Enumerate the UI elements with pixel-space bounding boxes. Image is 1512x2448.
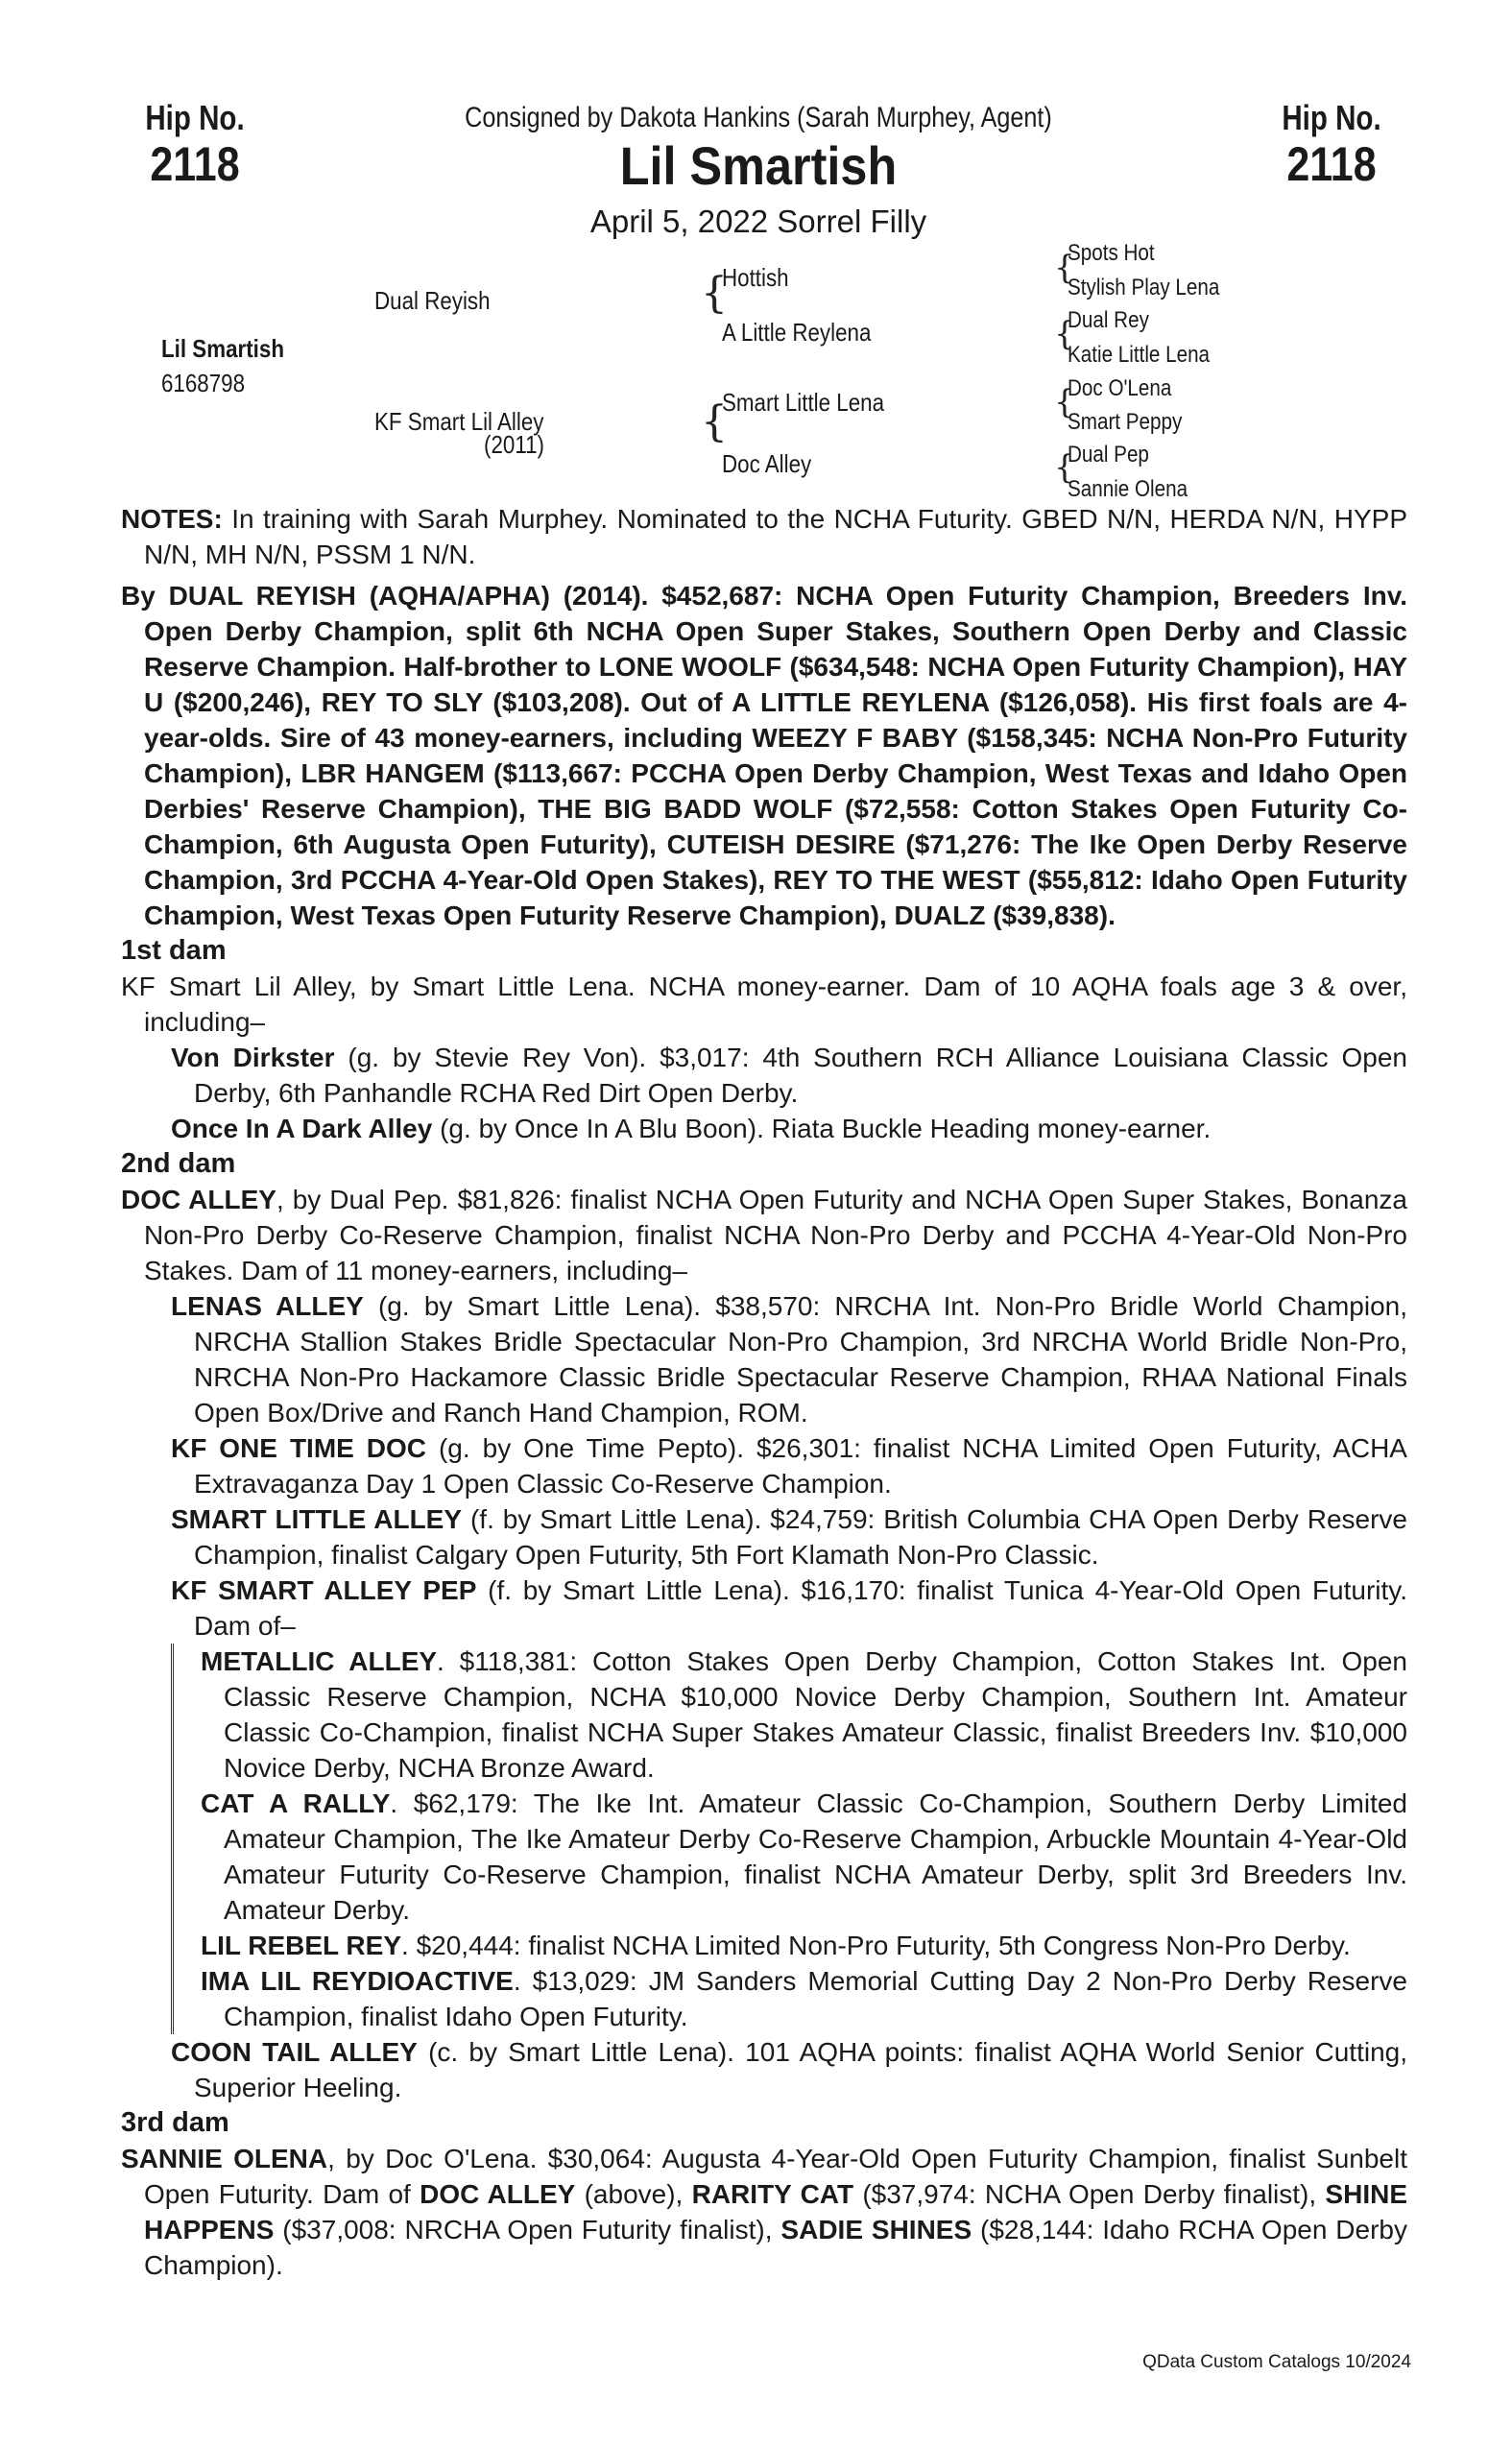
notes-paragraph	[121, 501, 1407, 572]
hip-label: Hip No.	[1282, 98, 1381, 137]
grand-produce-entry	[201, 1786, 1407, 1928]
catalog-body	[121, 501, 1407, 2283]
pedigree-ggp-3: Dual Rey	[1068, 307, 1149, 333]
notes-label: NOTES:	[121, 504, 223, 534]
produce-name: Von Dirkster	[171, 1043, 335, 1072]
first-dam-heading: 1st dam	[121, 935, 227, 966]
hip-number: 2118	[1286, 137, 1377, 191]
produce-entry	[171, 1111, 1407, 1146]
grand-produce-block	[171, 1644, 1407, 2034]
pedigree-subject-name: Lil Smartish	[161, 334, 284, 363]
pedigree-brace: {	[1054, 383, 1075, 421]
pedigree-dam-dam: Doc Alley	[722, 449, 812, 478]
grand-produce-name: LIL REBEL REY	[201, 1931, 402, 1960]
produce-name: KF SMART ALLEY PEP	[171, 1575, 477, 1605]
pedigree-dam-sire: Smart Little Lena	[722, 388, 885, 417]
second-dam-name: DOC ALLEY	[121, 1185, 276, 1214]
produce-text: ($37,008: NRCHA Open Futurity finalist),	[274, 2215, 781, 2244]
produce-text: (c. by Smart Little Lena). 101 AQHA points: finalist AQHA World Senior Cutting, Superior Heeling.	[194, 2037, 1407, 2102]
grand-produce-text: . $20,444: finalist NCHA Limited Non-Pro Futurity, 5th Congress Non-Pro Derby.	[401, 1931, 1351, 1960]
grand-produce-name: CAT A RALLY	[201, 1788, 391, 1818]
second-dam-record: , by Dual Pep. $81,826: finalist NCHA Open Futurity and NCHA Open Super Stakes, Bonanza Non-Pro Derby Co-Reserve Champion, finalist NCHA Non-Pro Derby and PCCHA 4-Year-Old Non-Pro Stakes. Dam of 11 money-earners, including–	[144, 1185, 1407, 1285]
grand-produce-name: METALLIC ALLEY	[201, 1646, 438, 1676]
produce-entry	[171, 2034, 1407, 2105]
third-dam-text	[121, 2141, 1407, 2283]
sire-paragraph: By DUAL REYISH (AQHA/APHA) (2014). $452,687: NCHA Open Futurity Champion, Breeders Inv. Open Derby Champion, split 6th NCHA Open Super Stakes, Southern Open Derby and Classic Reserve Champion. Half-brother to LONE WOOLF ($634,548: NCHA Open Futurity Champion), HAY U ($200,246), REY TO SLY ($103,208). Out of A LITTLE REYLENA ($126,058). His first foals are 4-year-olds. Sire of 43 money-earners, including WEEZY F BABY ($158,345: NCHA Non-Pro Futurity Champion), LBR HANGEM ($113,667: PCCHA Open Derby Champion, West Texas and Idaho Open Derbies' Reserve Champion), THE BIG BADD WOLF ($72,558: Cotton Stakes Open Futurity Co-Champion, 6th Augusta Open Futurity), CUTEISH DESIRE ($71,276: The Ike Open Derby Reserve Champion, 3rd PCCHA 4-Year-Old Open Stakes), REY TO THE WEST ($55,812: Idaho Open Futurity Champion, West Texas Open Futurity Reserve Champion), DUALZ ($39,838).	[121, 581, 1407, 930]
pedigree-sire-sire: Hottish	[722, 263, 789, 292]
produce-entry	[171, 1430, 1407, 1501]
third-dam-heading: 3rd dam	[121, 2107, 229, 2138]
pedigree-subject-reg: 6168798	[161, 369, 246, 397]
produce-entry	[171, 1288, 1407, 1430]
grand-produce-entry	[201, 1963, 1407, 2034]
second-dam-text	[121, 1182, 1407, 1288]
pedigree-ggp-6: Smart Peppy	[1068, 409, 1183, 435]
pedigree-sire-dam: A Little Reylena	[722, 318, 872, 347]
produce-name: SADIE SHINES	[780, 2215, 972, 2244]
grand-produce-entry	[201, 1928, 1407, 1963]
pedigree-ggp-4: Katie Little Lena	[1068, 342, 1211, 368]
produce-text: ($37,974: NCHA Open Derby finalist),	[853, 2179, 1326, 2209]
first-dam-text: KF Smart Lil Alley, by Smart Little Lena. NCHA money-earner. Dam of 10 AQHA foals age 3 & over, including–	[121, 972, 1407, 1037]
horse-name: Lil Smartish	[619, 135, 898, 196]
produce-name: COON TAIL ALLEY	[171, 2037, 418, 2067]
produce-text: ($28,144: Idaho RCHA Open Derby Champion).	[144, 2215, 1407, 2280]
hip-number: 2118	[150, 137, 240, 191]
pedigree-ggp-7: Dual Pep	[1068, 442, 1149, 468]
grand-produce-text: . $13,029: JM Sanders Memorial Cutting Day 2 Non-Pro Derby Reserve Champion, finalist Idaho Open Futurity.	[224, 1966, 1407, 2031]
third-dam-record: , by Doc O'Lena. $30,064: Augusta 4-Year-Old Open Futurity Champion, finalist Sunbelt Open Futurity. Dam of	[144, 2144, 1407, 2209]
hip-label: Hip No.	[145, 98, 245, 137]
produce-name: Once In A Dark Alley	[171, 1114, 433, 1143]
produce-name: SHINE HAPPENS	[144, 2179, 1407, 2244]
grand-produce-text: . $118,381: Cotton Stakes Open Derby Champion, Cotton Stakes Int. Open Classic Reserve Champion, NCHA $10,000 Novice Derby Champion, Southern Int. Amateur Classic Co-Champion, finalist NCHA Super Stakes Amateur Classic, finalist Breeders Inv. $10,000 Novice Derby, NCHA Bronze Award.	[224, 1646, 1407, 1783]
grand-produce-text: . $62,179: The Ike Int. Amateur Classic Co-Champion, Southern Derby Limited Amateur Champion, The Ike Amateur Derby Co-Reserve Champion, Arbuckle Mountain 4-Year-Old Amateur Futurity Co-Reserve Champion, finalist NCHA Amateur Derby, split 3rd Breeders Inv. Amateur Derby.	[224, 1788, 1407, 1925]
third-dam-name: SANNIE OLENA	[121, 2144, 328, 2173]
notes-text: In training with Sarah Murphey. Nominated to the NCHA Futurity. GBED N/N, HERDA N/N, HYPP N/N, MH N/N, PSSM 1 N/N.	[144, 504, 1407, 569]
produce-name: SMART LITTLE ALLEY	[171, 1504, 463, 1534]
produce-entry	[171, 1572, 1407, 1644]
pedigree-brace: {	[1054, 249, 1075, 287]
pedigree-ggp-8: Sannie Olena	[1068, 476, 1188, 502]
footer-credit: QData Custom Catalogs 10/2024	[1142, 2352, 1411, 2372]
consignor-line: Consigned by Dakota Hankins (Sarah Murphey, Agent)	[465, 102, 1052, 133]
pedigree-brace: {	[1054, 448, 1075, 487]
pedigree-brace: {	[1054, 315, 1075, 353]
hip-number-left	[104, 98, 286, 192]
pedigree-ggp-2: Stylish Play Lena	[1068, 275, 1220, 300]
pedigree-dam-year: (2011)	[484, 430, 544, 459]
produce-name: KF ONE TIME DOC	[171, 1433, 427, 1463]
pedigree-ggp-5: Doc O'Lena	[1068, 375, 1172, 401]
produce-text: (g. by Smart Little Lena). $38,570: NRCHA Int. Non-Pro Bridle World Champion, NRCHA Stallion Stakes Bridle Spectacular Non-Pro Champion, 3rd NRCHA World Bridle Non-Pro, NRCHA Non-Pro Hackamore Classic Bridle Spectacular Reserve Champion, RHAA National Finals Open Box/Drive and Ranch Hand Champion, ROM.	[194, 1291, 1408, 1428]
pedigree-dam: KF Smart Lil Alley	[374, 407, 544, 436]
horse-description: April 5, 2022 Sorrel Filly	[589, 204, 927, 239]
pedigree-brace: {	[701, 269, 728, 318]
produce-name: DOC ALLEY	[420, 2179, 576, 2209]
produce-name: LENAS ALLEY	[171, 1291, 364, 1321]
pedigree-ggp-1: Spots Hot	[1068, 240, 1155, 266]
pedigree-brace: {	[701, 397, 728, 446]
produce-text: (f. by Smart Little Lena). $24,759: British Columbia CHA Open Derby Reserve Champion, finalist Calgary Open Futurity, 5th Fort Klamath Non-Pro Classic.	[194, 1504, 1407, 1570]
produce-entry	[171, 1040, 1407, 1111]
produce-text: (g. by Stevie Rey Von). $3,017: 4th Southern RCH Alliance Louisiana Classic Open Derby, 6th Panhandle RCHA Red Dirt Open Derby.	[194, 1043, 1407, 1108]
pedigree-sire: Dual Reyish	[374, 286, 491, 315]
produce-text: (above),	[575, 2179, 692, 2209]
grand-produce-name: IMA LIL REYDIOACTIVE	[201, 1966, 514, 1996]
grand-produce-entry	[201, 1644, 1407, 1786]
hip-number-right	[1240, 98, 1423, 192]
produce-text: (g. by One Time Pepto). $26,301: finalist NCHA Limited Open Futurity, ACHA Extravaganza Day 1 Open Classic Co-Reserve Champion.	[194, 1433, 1407, 1499]
second-dam-heading: 2nd dam	[121, 1148, 236, 1179]
produce-entry	[171, 1501, 1407, 1572]
produce-text: (f. by Smart Little Lena). $16,170: finalist Tunica 4-Year-Old Open Futurity. Dam of–	[194, 1575, 1408, 1641]
produce-name: RARITY CAT	[691, 2179, 854, 2209]
produce-text: (g. by Once In A Blu Boon). Riata Buckle Heading money-earner.	[432, 1114, 1212, 1143]
